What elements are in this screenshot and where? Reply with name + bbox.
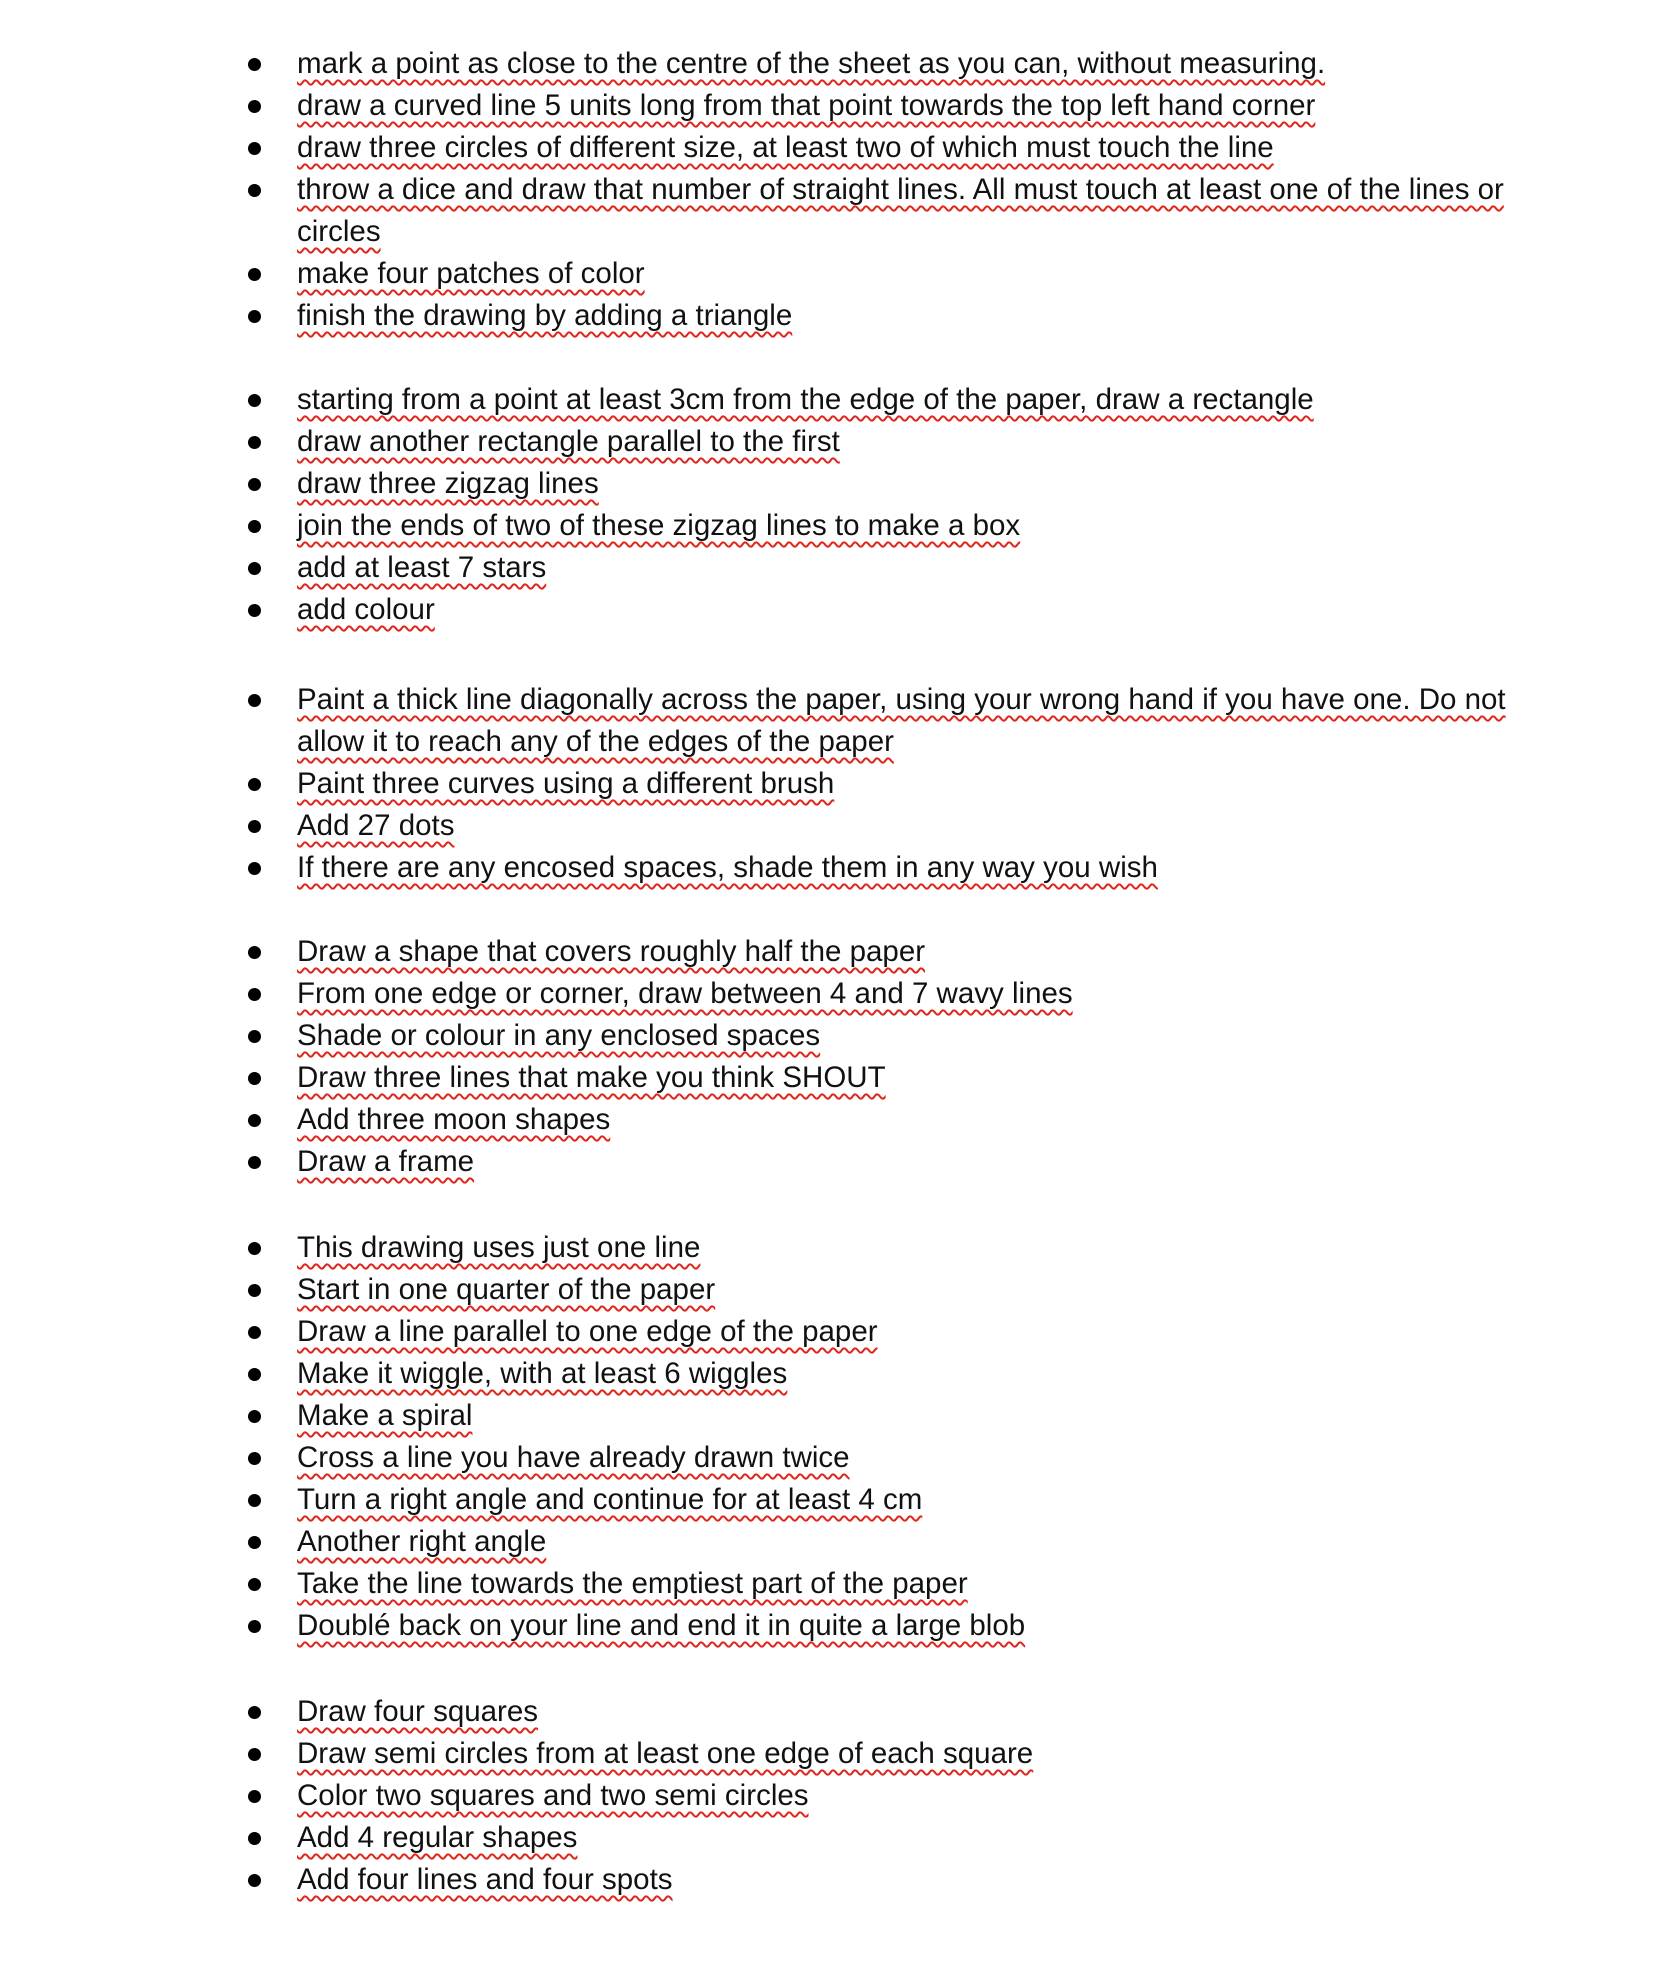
- bullet-icon: [248, 604, 261, 617]
- list-item: Make a spiral: [0, 1395, 1658, 1437]
- list-item: Draw four squares: [0, 1691, 1658, 1733]
- list-item: starting from a point at least 3cm from the edge of the paper, draw a rectangle: [0, 379, 1658, 421]
- bullet-icon: [248, 1030, 261, 1043]
- list-item: Add 27 dots: [0, 805, 1658, 847]
- list-item: Draw semi circles from at least one edge of each square: [0, 1733, 1658, 1775]
- bullet-icon: [248, 1156, 261, 1169]
- list-item: Doublé back on your line and end it in quite a large blob: [0, 1605, 1658, 1647]
- list-item: Draw a shape that covers roughly half the paper: [0, 931, 1658, 973]
- list-item: Turn a right angle and continue for at least 4 cm: [0, 1479, 1658, 1521]
- list-item: If there are any encosed spaces, shade them in any way you wish: [0, 847, 1658, 889]
- bullet-icon: [248, 1410, 261, 1423]
- instruction-list-2: [0, 379, 1658, 631]
- bullet-icon: [248, 1874, 261, 1887]
- bullet-icon: [248, 1790, 261, 1803]
- bullet-icon: [248, 436, 261, 449]
- bullet-icon: [248, 1620, 261, 1633]
- list-item: Color two squares and two semi circles: [0, 1775, 1658, 1817]
- instruction-list-5: [0, 1227, 1658, 1647]
- bullet-icon: [248, 520, 261, 533]
- list-item: Make it wiggle, with at least 6 wiggles: [0, 1353, 1658, 1395]
- bullet-icon: [248, 946, 261, 959]
- bullet-icon: [248, 694, 261, 707]
- bullet-icon: [248, 1326, 261, 1339]
- list-item: draw a curved line 5 units long from that point towards the top left hand corner: [0, 85, 1658, 127]
- list-item: Add four lines and four spots: [0, 1859, 1658, 1901]
- bullet-icon: [248, 1832, 261, 1845]
- list-item: Shade or colour in any enclosed spaces: [0, 1015, 1658, 1057]
- bullet-icon: [248, 1536, 261, 1549]
- bullet-icon: [248, 1748, 261, 1761]
- bullet-icon: [248, 1368, 261, 1381]
- bullet-icon: [248, 1072, 261, 1085]
- list-item: This drawing uses just one line: [0, 1227, 1658, 1269]
- list-item: Start in one quarter of the paper: [0, 1269, 1658, 1311]
- list-item: Paint three curves using a different brush: [0, 763, 1658, 805]
- list-item: draw three zigzag lines: [0, 463, 1658, 505]
- bullet-icon: [248, 478, 261, 491]
- bullet-icon: [248, 1578, 261, 1591]
- list-item: Draw three lines that make you think SHOUT: [0, 1057, 1658, 1099]
- bullet-icon: [248, 1114, 261, 1127]
- list-item: mark a point as close to the centre of the sheet as you can, without measuring.: [0, 43, 1658, 85]
- list-item: draw another rectangle parallel to the first: [0, 421, 1658, 463]
- bullet-icon: [248, 562, 261, 575]
- bullet-icon: [248, 268, 261, 281]
- bullet-icon: [248, 394, 261, 407]
- bullet-icon: [248, 1452, 261, 1465]
- bullet-icon: [248, 310, 261, 323]
- bullet-icon: [248, 1706, 261, 1719]
- bullet-icon: [248, 1242, 261, 1255]
- list-item: throw a dice and draw that number of straight lines. All must touch at least one of the lines or circles: [0, 169, 1658, 253]
- bullet-icon: [248, 1284, 261, 1297]
- list-item: From one edge or corner, draw between 4 and 7 wavy lines: [0, 973, 1658, 1015]
- bullet-icon: [248, 58, 261, 71]
- list-item: Draw a line parallel to one edge of the paper: [0, 1311, 1658, 1353]
- bullet-icon: [248, 988, 261, 1001]
- instruction-list-6: [0, 1691, 1658, 1901]
- instruction-list-4: [0, 931, 1658, 1183]
- list-item: finish the drawing by adding a triangle: [0, 295, 1658, 337]
- list-item: draw three circles of different size, at least two of which must touch the line: [0, 127, 1658, 169]
- instruction-list-3: [0, 679, 1658, 889]
- list-item: add colour: [0, 589, 1658, 631]
- list-item: Cross a line you have already drawn twice: [0, 1437, 1658, 1479]
- bullet-icon: [248, 820, 261, 833]
- list-item: make four patches of color: [0, 253, 1658, 295]
- instruction-list-1: [0, 43, 1658, 337]
- list-item: join the ends of two of these zigzag lines to make a box: [0, 505, 1658, 547]
- bullet-icon: [248, 1494, 261, 1507]
- list-item: add at least 7 stars: [0, 547, 1658, 589]
- bullet-icon: [248, 862, 261, 875]
- list-item: Draw a frame: [0, 1141, 1658, 1183]
- bullet-icon: [248, 778, 261, 791]
- list-item: Add three moon shapes: [0, 1099, 1658, 1141]
- bullet-icon: [248, 100, 261, 113]
- list-item: Take the line towards the emptiest part of the paper: [0, 1563, 1658, 1605]
- bullet-icon: [248, 184, 261, 197]
- list-item: Add 4 regular shapes: [0, 1817, 1658, 1859]
- bullet-icon: [248, 142, 261, 155]
- list-item: Another right angle: [0, 1521, 1658, 1563]
- list-item: Paint a thick line diagonally across the paper, using your wrong hand if you have one. Do not allow it to reach any of the edges of the paper: [0, 679, 1658, 763]
